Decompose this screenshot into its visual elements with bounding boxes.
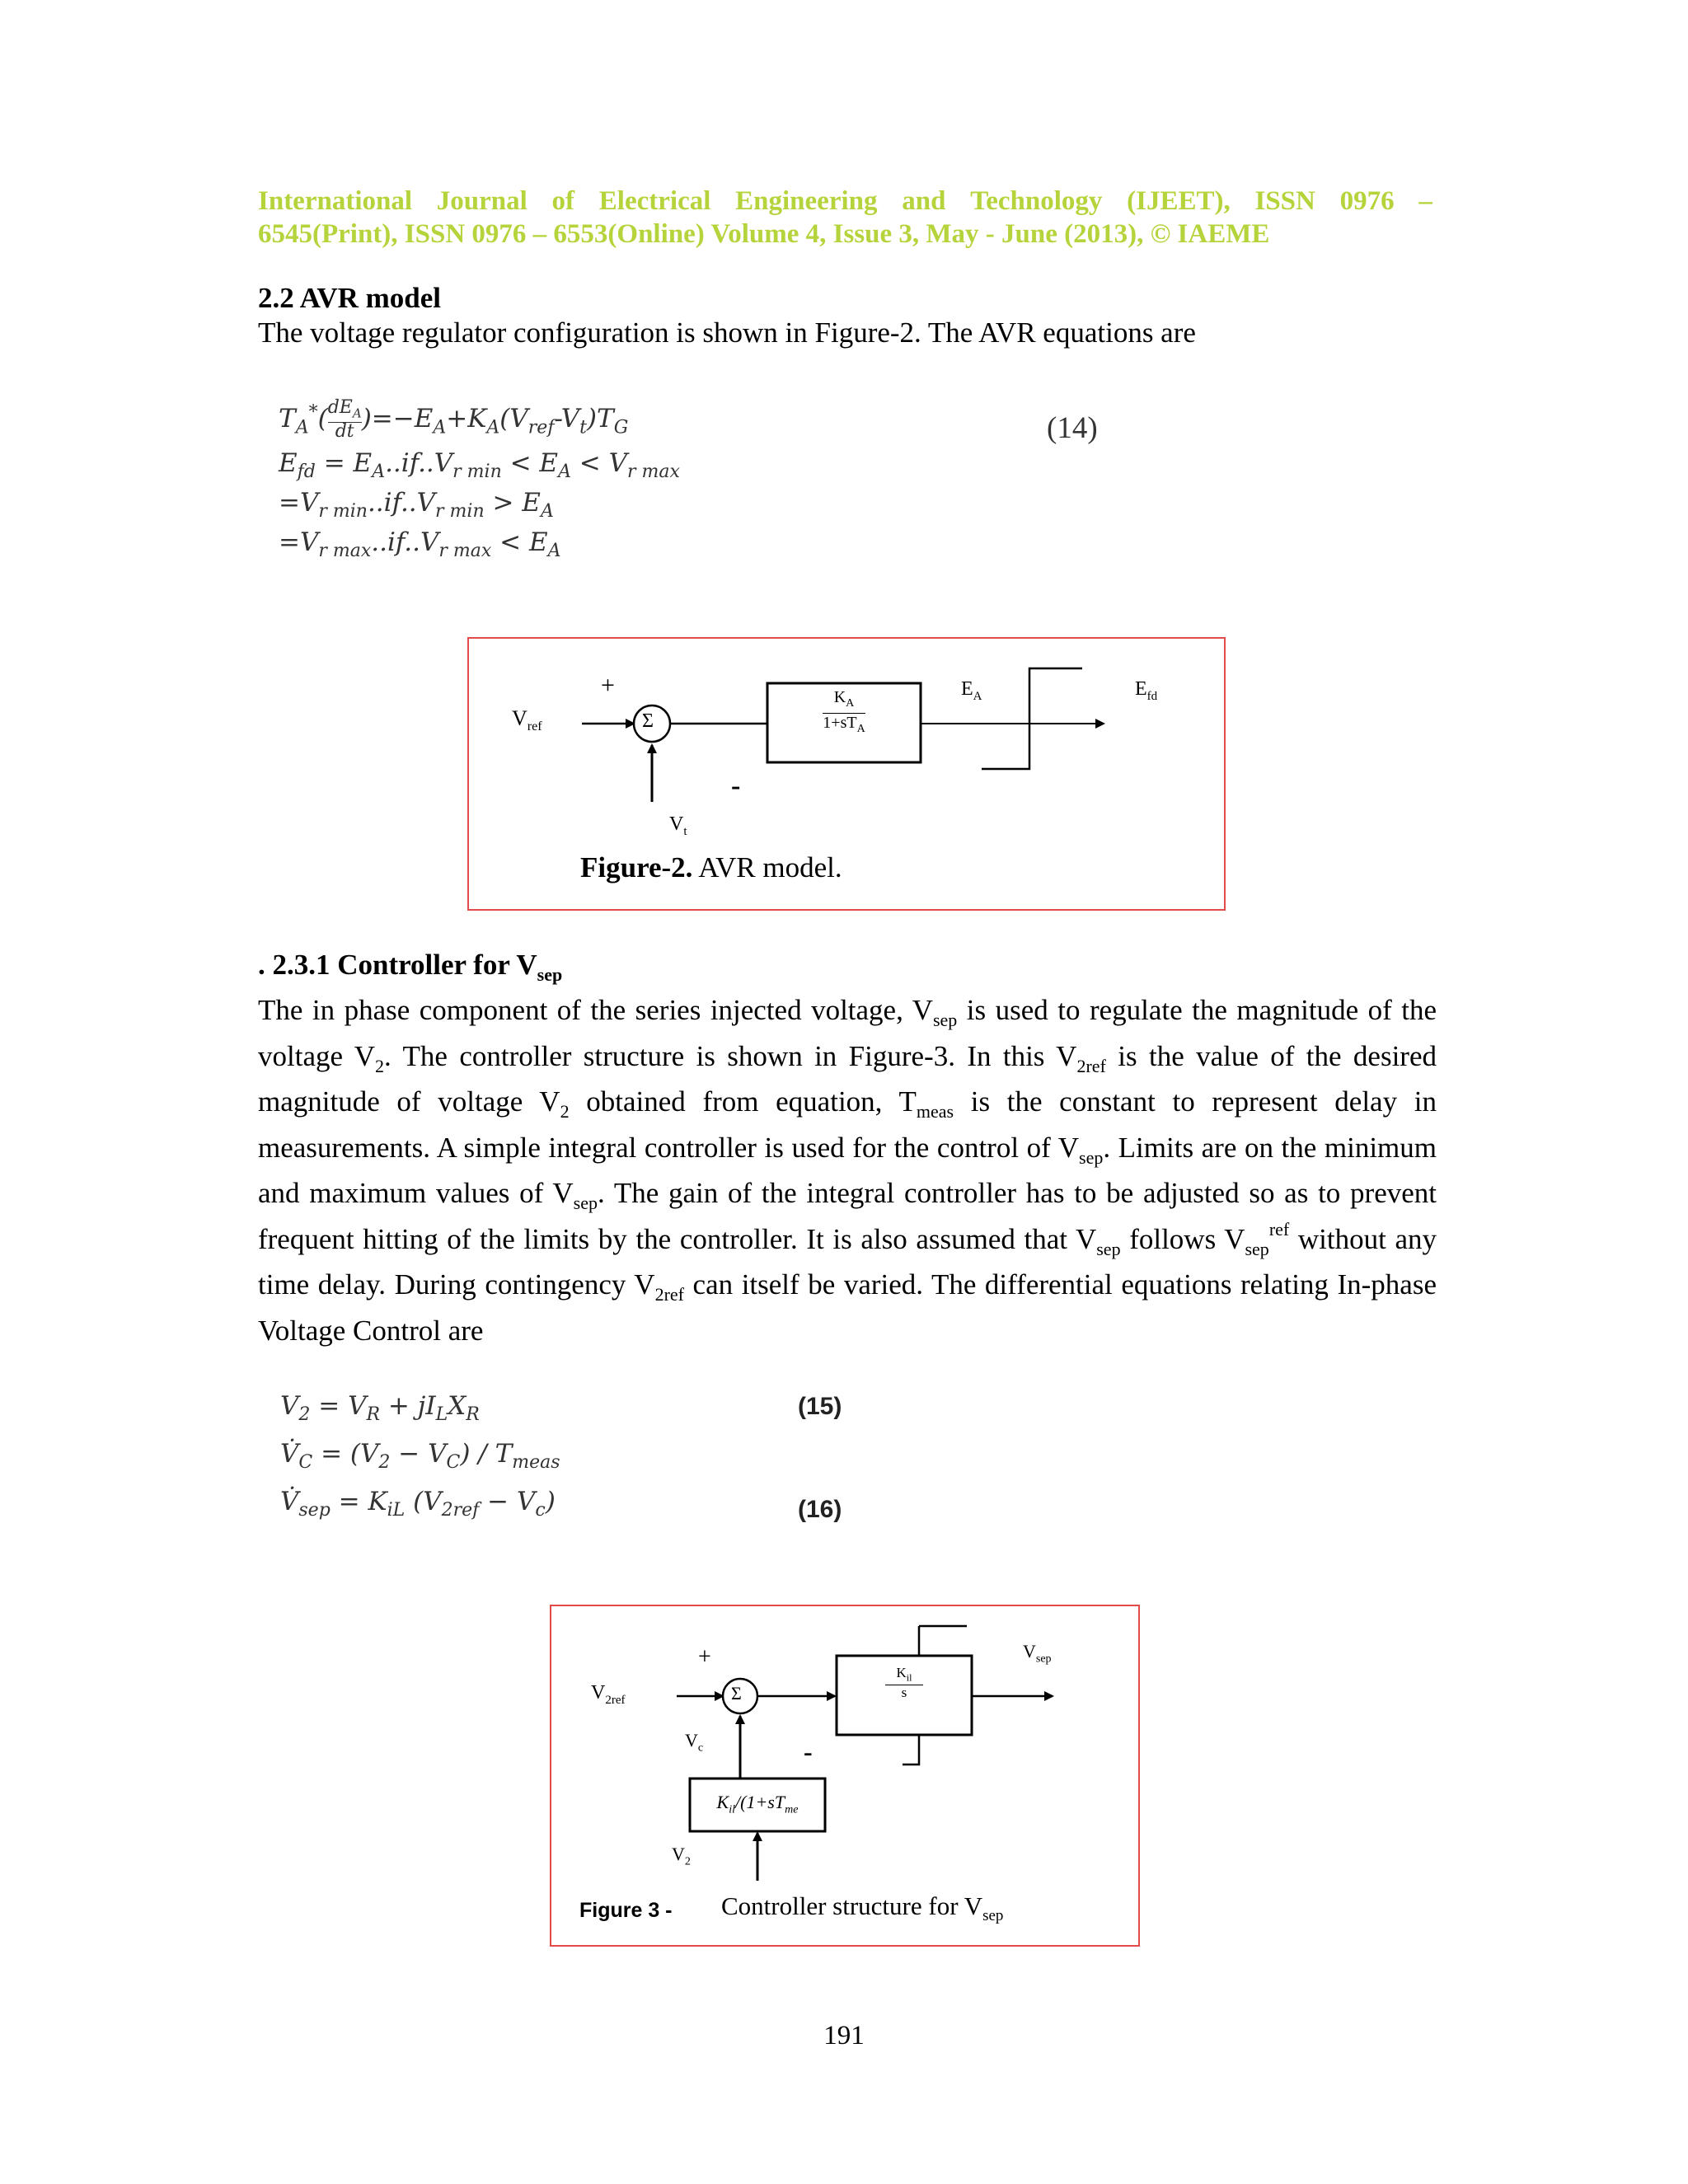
section-heading-controller: . 2.3.1 Controller for $V_{sep}$ — [258, 949, 563, 985]
equation-avr-2: $E_{fd} = E_A..if..V_{r min} < E_A < V_{r max}$ — [279, 448, 680, 483]
figure-2-avr-model — [467, 637, 1226, 911]
figure-3-controller-structure — [550, 1605, 1140, 1947]
equation-vsep-dot: $V̇_{sep} = K_{iL}$ $(V_{2ref} - V_c)$ — [280, 1487, 556, 1521]
figure-2-caption: Figure-2. AVR model. — [580, 851, 842, 883]
journal-header-word: 0976 — [1339, 186, 1395, 216]
limiter-symbol — [982, 668, 1082, 769]
journal-header-word: (IJEET), — [1127, 186, 1231, 216]
label-v2: $V_2$ — [672, 1844, 691, 1868]
lower-limit-line — [903, 1735, 919, 1765]
journal-header-word: ISSN — [1254, 186, 1315, 216]
label-plus: + — [601, 672, 615, 699]
journal-header-word: Electrical — [598, 186, 711, 216]
journal-header-word: and — [902, 186, 946, 216]
journal-header-line-2: 6545(Print), ISSN 0976 – 6553(Online) Volume 4, Issue 3, May - June (2013), © IAEME — [258, 219, 1270, 249]
label-vt: $V_t$ — [669, 813, 687, 838]
section-heading-avr: 2.2 AVR model — [258, 282, 442, 314]
equation-vc-dot: $V̇_C = (V_2 - V_C) / T_{meas}$ — [280, 1439, 560, 1474]
integrator-gain-label: $K_{il}$ s — [837, 1666, 972, 1700]
journal-header-word: – — [1418, 186, 1432, 216]
label-efd: $E_{fd}$ — [1135, 678, 1158, 703]
figure-3-caption-text: Controller structure for $V_{sep}$ — [721, 1891, 1004, 1925]
journal-header-word: Technology — [970, 186, 1103, 216]
equation-avr-1: $T_A^*$( $dE_A$ dt )$=-E_A+K_A(V_{ref}-V_t)T_G$ — [279, 397, 629, 443]
section-avr-intro: The voltage regulator configuration is shown in Figure-2. The AVR equations are — [258, 316, 1196, 349]
block-gain-label: $K_A$ $1+sT_A$ — [823, 688, 865, 735]
figure-3-caption-label: Figure 3 - — [579, 1899, 673, 1922]
label-vref: $V_{ref}$ — [512, 706, 542, 734]
journal-header — [258, 185, 1432, 251]
label-sigma: Σ — [642, 710, 654, 732]
controller-paragraph: The in phase component of the series injected voltage, $V_{sep}$ is used to regulate the magnitude of the voltage $V_2$. The controller structure is shown in Figure-3. In this $V_{2ref}$ is the value of the desired magnitude of voltage $V_2$ obtained from equation, $T_{meas}$ is the constant to represent delay in measurements. A simple integral controller is used for the control of $V_{sep}$. Limits are on the minimum and maximum values of $V_{sep}$. The gain of the integral controller has to be adjusted so as to prevent frequent hitting of the limits by the controller. It is also assumed that $V_{sep}$ follows $V_{sep}^{ref}$ without any time delay. During contingency $V_{2ref}$ can itself be varied. The differential equations relating In-phase Voltage Control are — [258, 994, 1437, 1347]
equation-number-14: (14) — [1047, 411, 1098, 445]
label-minus: - — [731, 771, 741, 801]
equation-avr-3: $=V_{r min}..if..V_{r min} > E_A$ — [279, 488, 554, 523]
equation-v2: $V_2 = V_R + jI_LX_R$ — [280, 1391, 480, 1426]
label-v2ref: $V_{2ref}$ — [591, 1682, 626, 1707]
equation-number-16: (16) — [798, 1496, 842, 1523]
journal-header-word: International — [258, 186, 413, 216]
journal-header-word: of — [551, 186, 575, 216]
avr-equations — [272, 394, 1014, 579]
equation-avr-4: $=V_{r max}..if..V_{r max} < E_A$ — [279, 527, 561, 562]
equation-number-15: (15) — [798, 1393, 842, 1420]
label-vc: $V_c$ — [685, 1730, 704, 1755]
label-sigma: Σ — [731, 1683, 742, 1704]
journal-header-word: Journal — [436, 186, 528, 216]
controller-equations — [272, 1385, 651, 1537]
label-minus: - — [804, 1736, 813, 1766]
journal-header-word: Engineering — [735, 186, 878, 216]
journal-header-line-1 — [258, 185, 1432, 218]
label-plus: + — [698, 1644, 711, 1670]
label-ea: $E_A$ — [961, 678, 982, 703]
label-vsep: $V_{sep}$ — [1023, 1641, 1052, 1666]
measurement-block-label: $K_{il}/(1+sT_{me}$ — [716, 1792, 799, 1816]
page-number: 191 — [823, 2021, 865, 2050]
